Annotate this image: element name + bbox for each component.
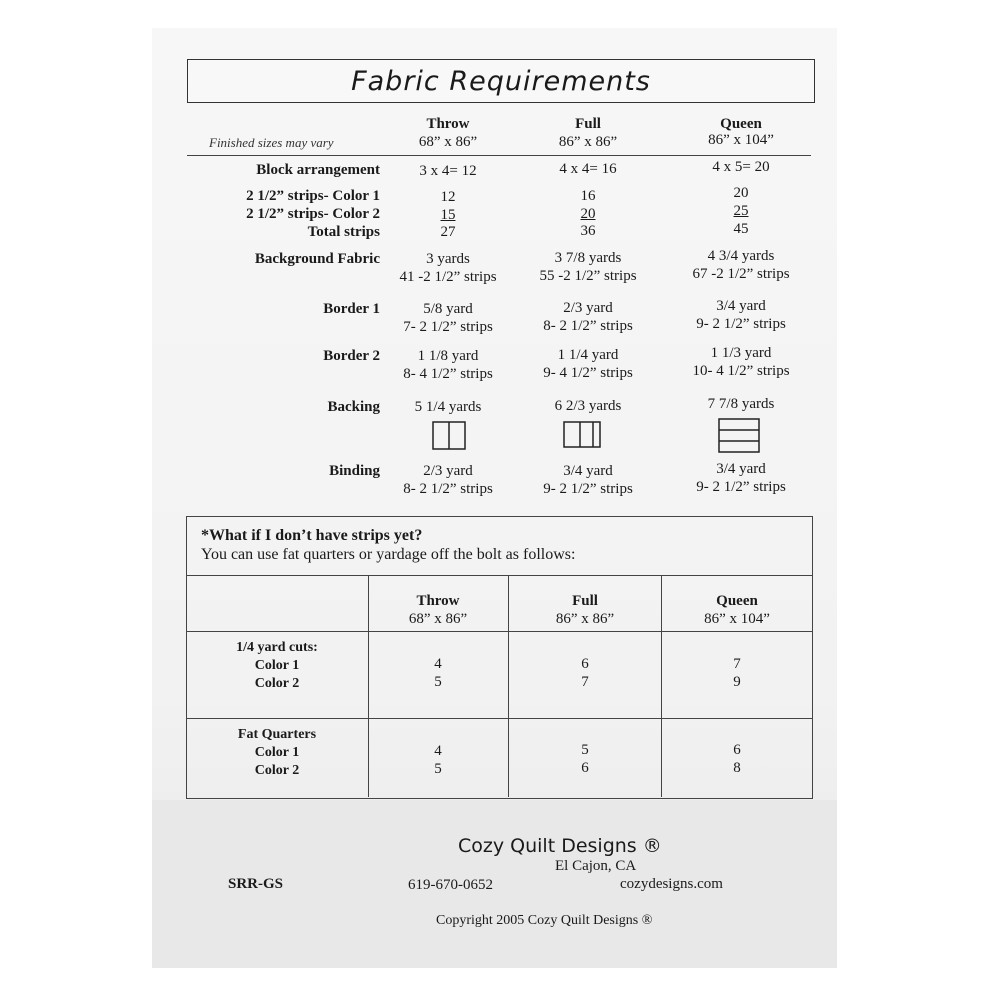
cell-backing-queen: 7 7/8 yards [707, 396, 775, 412]
alt-quarter-title: 1/4 yard cuts: [236, 640, 318, 655]
alt-grid-line [661, 575, 662, 797]
label-total-strips: Total strips [307, 224, 380, 240]
header-full: Full [575, 116, 601, 132]
alt-header-throw-size: 68” x 86” [408, 611, 468, 627]
cell-block-full: 4 x 4= 16 [559, 161, 617, 177]
alt-header-full-size: 86” x 86” [555, 611, 615, 627]
cell-binding-full-yards: 3/4 yard [563, 463, 613, 479]
alt-grid-line [508, 575, 509, 797]
cell-binding-throw-yards: 2/3 yard [423, 463, 473, 479]
alt-header-throw: Throw [416, 593, 460, 609]
header-queen: Queen [720, 116, 762, 132]
header-divider [187, 155, 811, 156]
cell-backing-throw: 5 1/4 yards [414, 399, 482, 415]
label-strips-color1: 2 1/2” strips- Color 1 [246, 188, 380, 204]
cell-b2-throw-yards: 1 1/8 yard [417, 348, 479, 364]
footer-phone: 619-670-0652 [408, 877, 493, 893]
cell-total-full: 36 [580, 223, 596, 239]
cell-block-throw: 3 x 4= 12 [419, 163, 477, 179]
alt-quarter-color1: Color 1 [254, 658, 300, 673]
cell-b1-throw-yards: 5/8 yard [423, 301, 473, 317]
label-background-fabric: Background Fabric [254, 251, 380, 267]
cell-b1-queen-strips: 9- 2 1/2” strips [696, 316, 786, 332]
alt-quarter-c2-full: 7 [581, 674, 589, 690]
alt-grid-line [187, 575, 812, 576]
alt-fat-c2-full: 6 [581, 760, 589, 776]
alt-header-queen-size: 86” x 104” [704, 611, 770, 627]
alt-fat-c1-queen: 6 [733, 742, 741, 758]
alt-fat-color2: Color 2 [254, 763, 300, 778]
cell-total-queen: 45 [733, 221, 749, 237]
cell-b2-queen-strips: 10- 4 1/2” strips [692, 363, 790, 379]
label-strips-color2: 2 1/2” strips- Color 2 [246, 206, 380, 222]
alt-quarter-c1-full: 6 [581, 656, 589, 672]
alt-quarter-c2-queen: 9 [733, 674, 741, 690]
cell-b1-full-strips: 8- 2 1/2” strips [543, 318, 633, 334]
footer-web: cozydesigns.com [620, 876, 723, 892]
header-throw: Throw [426, 116, 470, 132]
cell-bg-throw-yards: 3 yards [426, 251, 470, 267]
cell-block-queen: 4 x 5= 20 [712, 159, 770, 175]
alt-fat-c1-throw: 4 [434, 743, 442, 759]
alt-question: *What if I don’t have strips yet? [201, 527, 423, 544]
cell-binding-full-strips: 9- 2 1/2” strips [543, 481, 633, 497]
cell-b2-queen-yards: 1 1/3 yard [710, 345, 772, 361]
alt-fat-c2-queen: 8 [733, 760, 741, 776]
cell-c2-queen: 25 [733, 203, 749, 219]
cell-binding-queen-strips: 9- 2 1/2” strips [696, 479, 786, 495]
label-border1: Border 1 [323, 301, 380, 317]
cell-c1-throw: 12 [440, 189, 456, 205]
cell-b2-full-yards: 1 1/4 yard [557, 347, 619, 363]
alt-fat-c1-full: 5 [581, 742, 589, 758]
cell-bg-queen-yards: 4 3/4 yards [707, 248, 775, 264]
cell-c2-full: 20 [580, 206, 596, 222]
cell-c1-queen: 20 [733, 185, 749, 201]
header-full-size: 86” x 86” [558, 134, 618, 150]
label-backing: Backing [327, 399, 380, 415]
backing-diagram-throw-icon [432, 421, 466, 451]
cell-b1-full-yards: 2/3 yard [563, 300, 613, 316]
backing-diagram-queen-icon [718, 418, 760, 454]
alt-fat-color1: Color 1 [254, 745, 300, 760]
backing-diagram-full-icon [563, 421, 601, 449]
cell-c2-throw: 15 [440, 207, 456, 223]
footer-code: SRR-GS [228, 876, 284, 892]
footer-copyright: Copyright 2005 Cozy Quilt Designs ® [436, 913, 653, 928]
cell-total-throw: 27 [440, 224, 456, 240]
alt-subtitle: You can use fat quarters or yardage off the bolt as follows: [201, 546, 576, 563]
cell-b1-queen-yards: 3/4 yard [716, 298, 766, 314]
alt-quarter-color2: Color 2 [254, 676, 300, 691]
cell-binding-queen-yards: 3/4 yard [716, 461, 766, 477]
label-binding: Binding [329, 463, 380, 479]
footer-brand: Cozy Quilt Designs ® [458, 835, 662, 857]
cell-b2-throw-strips: 8- 4 1/2” strips [403, 366, 493, 382]
header-throw-size: 68” x 86” [418, 134, 478, 150]
alt-quarter-c1-queen: 7 [733, 656, 741, 672]
header-queen-size: 86” x 104” [708, 132, 774, 148]
alt-fat-title: Fat Quarters [237, 727, 317, 742]
cell-bg-full-strips: 55 -2 1/2” strips [539, 268, 637, 284]
cell-bg-throw-strips: 41 -2 1/2” strips [399, 269, 497, 285]
size-note: Finished sizes may vary [209, 135, 334, 150]
cell-b2-full-strips: 9- 4 1/2” strips [543, 365, 633, 381]
label-block-arrangement: Block arrangement [256, 162, 380, 178]
alt-grid-line [187, 718, 812, 719]
alt-grid-line [187, 631, 812, 632]
cell-bg-full-yards: 3 7/8 yards [554, 250, 622, 266]
page-title: Fabric Requirements [351, 65, 651, 97]
alt-quarter-c1-throw: 4 [434, 656, 442, 672]
alt-fat-c2-throw: 5 [434, 761, 442, 777]
alt-quarter-c2-throw: 5 [434, 674, 442, 690]
alt-header-full: Full [572, 593, 598, 609]
title-box [187, 59, 815, 103]
cell-b1-throw-strips: 7- 2 1/2” strips [403, 319, 493, 335]
cell-binding-throw-strips: 8- 2 1/2” strips [403, 481, 493, 497]
label-border2: Border 2 [323, 348, 380, 364]
alt-header-queen: Queen [716, 593, 758, 609]
cell-backing-full: 6 2/3 yards [554, 398, 622, 414]
cell-bg-queen-strips: 67 -2 1/2” strips [692, 266, 790, 282]
cell-c1-full: 16 [580, 188, 596, 204]
footer-city: El Cajon, CA [555, 858, 637, 874]
